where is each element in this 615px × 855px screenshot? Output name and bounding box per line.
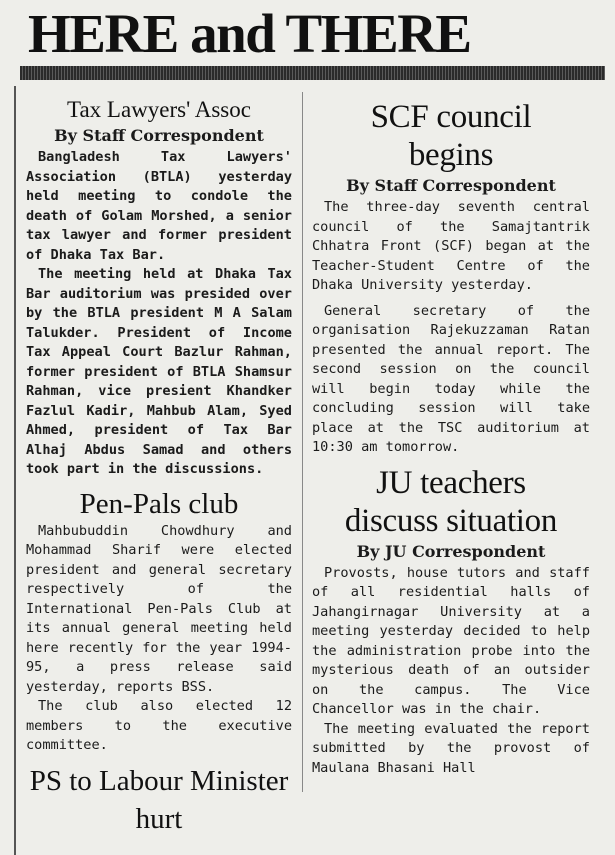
- tax-lawyers-para-2: The meeting held at Dhaka Tax Bar auditorium was presided over by the BTLA president M A Salam Talukder. President of Income Tax Appeal Court Bazlur Rahman, former president of BTLA Shamsur Rahman, vice presient Khandker Fazlul Kadir, Mahbub Alam, Syed Ahmed, president of Tax Bar Alhaj Abdus Samad and others took part in the discussions.: [26, 266, 292, 477]
- ps-labour-headline: PS to Labour Minister hurt: [29, 764, 289, 835]
- right-column: [312, 98, 590, 778]
- column-divider: [302, 92, 303, 792]
- scf-byline: By Staff Correspondent: [346, 176, 556, 195]
- ju-para-2: The meeting evaluated the report submitted by the provost of Maulana Bhasani Hall: [312, 720, 590, 776]
- masthead-rule: [20, 66, 605, 80]
- pen-pals-headline: Pen-Pals club: [79, 487, 239, 520]
- ju-headline-line-1: JU teachers: [376, 464, 526, 501]
- pen-pals-para-1: Mahbubuddin Chowdhury and Mohammad Sharif were elected president and general secretary respectively of the International Pen-Pals Club at its annual general meeting held here recently for the year 1994-95, a press release said yesterday, reports BSS.: [26, 522, 292, 695]
- pen-pals-para-2: The club also elected 12 members to the executive committee.: [26, 698, 292, 753]
- scf-headline-line-2: begins: [408, 137, 494, 173]
- tax-lawyers-headline: Tax Lawyers' Assoc: [67, 97, 251, 122]
- tax-lawyers-para-1: Bangladesh Tax Lawyers' Association (BTLA) yesterday held meeting to condole the death of Golam Morshed, a senior tax lawyer and former president of Dhaka Tax Bar.: [26, 149, 292, 263]
- ju-para-1: Provosts, house tutors and staff of all residential halls of Jahangirnagar University at a meeting yesterday decided to help the administration probe into the mysterious death of an outsider on the campus. The Vice Chancellor was in the chair.: [312, 564, 590, 717]
- left-column: [26, 96, 292, 838]
- scf-para-1: The three-day seventh central council of the Samajtantrik Chhatra Front (SCF) began at the Teacher-Student Centre of the Dhaka University yesterday.: [312, 199, 590, 293]
- ju-byline: By JU Correspondent: [356, 541, 546, 561]
- scf-headline-line-1: SCF council: [370, 99, 532, 135]
- scf-para-2: General secretary of the organisation Rajekuzzaman Ratan presented the annual report. The second session on the council will begin today while the concluding session will take place at the TSC auditorium at 10:30 am tomorrow.: [312, 302, 590, 455]
- section-masthead: HERE and THERE: [28, 3, 471, 64]
- left-border-rule: [14, 86, 16, 855]
- tax-lawyers-byline: By Staff Correspondent: [54, 126, 264, 145]
- ju-headline-line-2: discuss situation: [344, 502, 558, 539]
